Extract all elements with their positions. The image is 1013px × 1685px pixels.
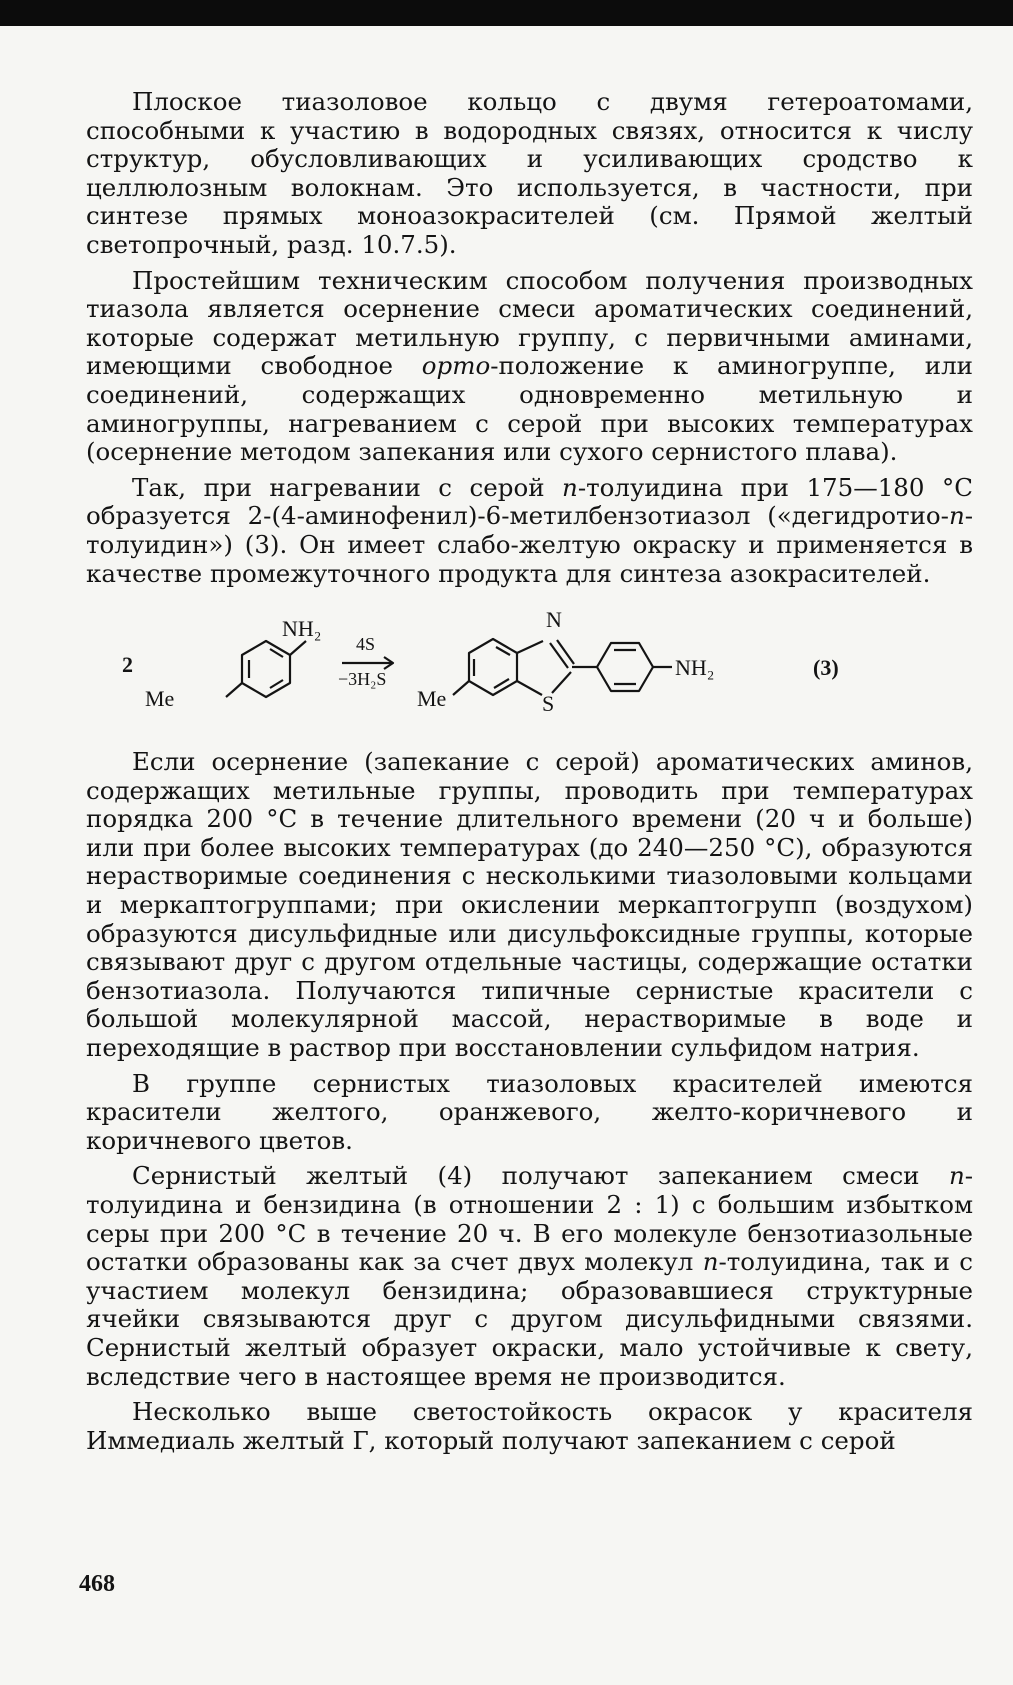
compound-number-label: (3) [813, 655, 839, 681]
benzothiazole-benzene-ring [469, 639, 517, 695]
reagent-above-label: 4S [356, 634, 376, 655]
paragraph-4: Если осернение (запекание с серой) ароматических аминов, содержащих метильные группы, проводить при температурах порядка 200 °С в течение длительного времени (20 ч и больше) или при более высоких температурах (до 240—250 °С), образуются нерастворимые соединения с несколькими тиазоловыми кольцами и меркаптогруппами; при окислении меркаптогрупп (воздухом) образуются дисульфидные или дисульфоксидные группы, которые связывают друг с другом отдельные частицы, содержащие остатки бензотиазола. Получаются типичные сернистые красители с большой молекулярной массой, нерастворимые в воде и переходящие в раствор при восстановлении сульфидом натрия. [86, 747, 973, 1063]
toluidine-methyl-bond [226, 683, 242, 697]
reaction-scheme-drawing [86, 596, 973, 746]
reaction-coefficient: 2 [122, 652, 133, 678]
paragraph-2: Простейшим техническим способом получения производных тиазола является осернение смеси ароматических соединений, которые содержат метильную группу, с первичными аминами, имеющими свободное орто-положение к аминогруппе, или соединений, содержащих одновременно метильную и аминогруппы, нагреванием с серой при высоких температурах (осернение методом запекания или сухого сернистого плава). [86, 265, 974, 467]
reagent-below-label: −3H₂S [338, 669, 387, 690]
reactant-methyl-label: Me [145, 686, 175, 712]
product-amine-label: NH₂ [675, 655, 715, 681]
paragraph-1: Плоское тиазоловое кольцо с двумя гетероатомами, способными к участию в водородных связях, относится к числу структур, обусловливающих и усиливающих сродство к целлюлозным волокнам. Это используется, в частности, при синтезе прямых моноазокрасителей (см. Прямой желтый светопрочный, разд. 10.7.5). [86, 87, 973, 259]
reaction-scheme [86, 596, 973, 746]
paragraph-7: Несколько выше светостойкость окрасок у красителя Иммедиаль желтый Г, который получают запеканием с серой [86, 1397, 973, 1455]
page-number: 468 [79, 1571, 115, 1597]
toluidine-amine-bond [290, 641, 306, 655]
benzothiazole-methyl-bond [453, 681, 469, 695]
paragraph-3: Так, при нагревании с серой п-толуидина при 175—180 °С образуется 2-(4-аминофенил)-6-метилбензотиазол («дегидротио-п-толуидин») (3). Он имеет слабо-желтую окраску и применяется в качестве промежуточного продукта для синтеза азокрасителей. [86, 472, 973, 588]
scan-top-border [0, 0, 1013, 26]
reactant-amine-label: NH₂ [282, 616, 322, 642]
product-nitrogen-label: N [546, 607, 562, 633]
page-body [86, 88, 973, 1455]
product-methyl-label: Me [417, 686, 447, 712]
paragraph-5: В группе сернистых тиазоловых красителей имеются красители желтого, оранжевого, желто-коричневого и коричневого цветов. [86, 1068, 973, 1155]
thiazole-bond-n [517, 641, 543, 653]
paragraph-6: Сернистый желтый (4) получают запеканием смеси п-толуидина и бензидина (в отношении 2 : 1) с большим избытком серы при 200 °С в течение 20 ч. В его молекуле бензотиазольные остатки образованы как за счет двух молекул п-толуидина, так и с участием молекул бензидина; образовавшиеся структурные ячейки связываются друг с другом дисульфидными связями. Сернистый желтый образует окраски, мало устойчивые к свету, вследствие чего в настоящее время не производится. [86, 1161, 973, 1391]
product-sulfur-label: S [542, 691, 555, 717]
